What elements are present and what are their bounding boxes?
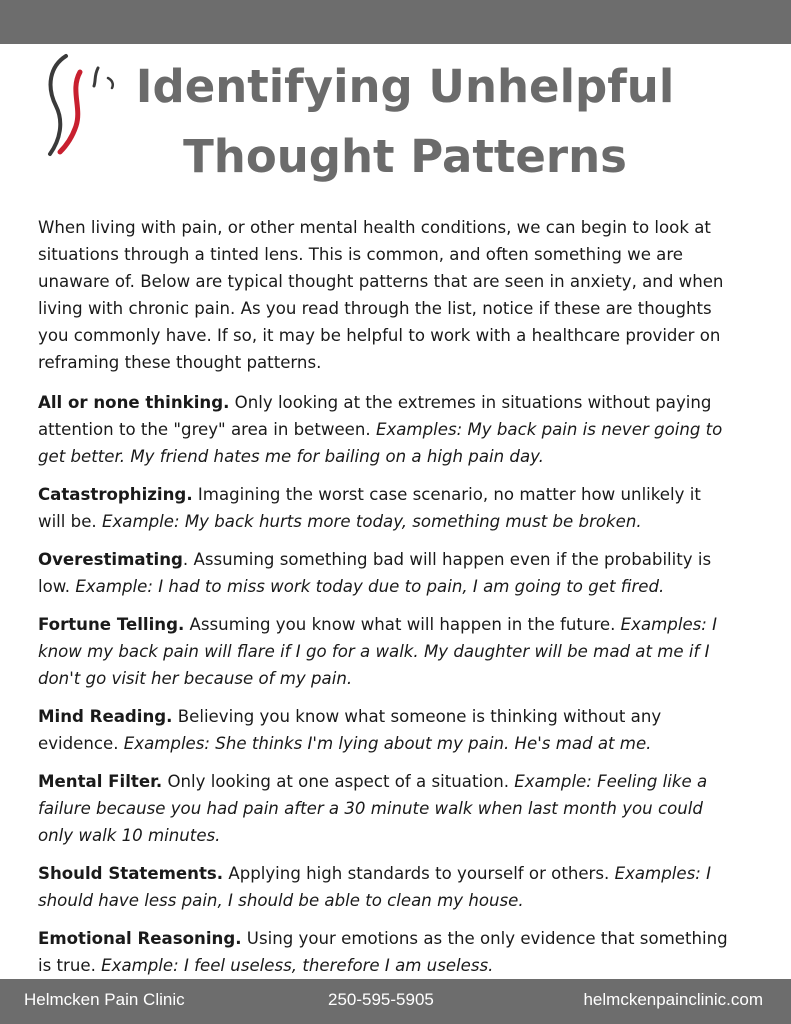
pattern-term: Catastrophizing. bbox=[38, 485, 193, 504]
pattern-description: Only looking at one aspect of a situation. bbox=[162, 772, 515, 791]
pattern-description: Using your emotions as the only evidence that something is true. bbox=[38, 929, 728, 975]
pattern-mind-reading bbox=[38, 703, 728, 757]
logo-tick-stroke bbox=[108, 78, 113, 88]
pattern-example: Example: I had to miss work today due to pain, I am going to get fired. bbox=[75, 577, 665, 596]
title-line-2: Thought Patterns bbox=[183, 130, 627, 183]
spine-logo bbox=[36, 50, 118, 160]
pattern-example: Examples: She thinks I'm lying about my pain. He's mad at me. bbox=[123, 734, 652, 753]
title-line-1: Identifying Unhelpful bbox=[135, 60, 675, 113]
pattern-term: Emotional Reasoning. bbox=[38, 929, 242, 948]
pattern-mental-filter bbox=[38, 768, 728, 849]
footer-website: helmckenpainclinic.com bbox=[583, 990, 763, 1009]
top-banner bbox=[0, 0, 791, 44]
pattern-all-or-none bbox=[38, 389, 728, 470]
main-content bbox=[38, 214, 728, 979]
pattern-example: Example: My back hurts more today, something must be broken. bbox=[101, 512, 642, 531]
pattern-term: Overestimating bbox=[38, 550, 183, 569]
pattern-description: Applying high standards to yourself or others. bbox=[223, 864, 615, 883]
pattern-description: Only looking at the extremes in situations without paying attention to the "grey" area in between. bbox=[38, 393, 712, 439]
footer-phone: 250-595-5905 bbox=[328, 990, 434, 1009]
pattern-example: Example: I feel useless, therefore I am useless. bbox=[101, 956, 494, 975]
page-title bbox=[120, 52, 690, 192]
pattern-description: Assuming you know what will happen in the future. bbox=[184, 615, 621, 634]
pattern-example: Examples: I know my back pain will flare if I go for a walk. My daughter will be mad at me if I don't go visit her because of my pain. bbox=[38, 615, 718, 688]
intro-paragraph: When living with pain, or other mental health conditions, we can begin to look at situations through a tinted lens. This is common, and often something we are unaware of. Below are typical thought patterns that are seen in anxiety, and when living with chronic pain. As you read through the list, notice if these are thoughts you commonly have. If so, it may be helpful to work with a healthcare provider on reframing these thought patterns. bbox=[38, 218, 724, 372]
footer-clinic-name: Helmcken Pain Clinic bbox=[24, 990, 185, 1009]
pattern-description: . Assuming something bad will happen even if the probability is low. bbox=[38, 550, 712, 596]
pattern-description: Imagining the worst case scenario, no matter how unlikely it will be. bbox=[38, 485, 701, 531]
pattern-term: All or none thinking. bbox=[38, 393, 230, 412]
pattern-should-statements bbox=[38, 860, 728, 914]
footer-bar bbox=[0, 979, 791, 1024]
pattern-term: Mind Reading. bbox=[38, 707, 173, 726]
pattern-example: Example: Feeling like a failure because you had pain after a 30 minute walk when last month you could only walk 10 minutes. bbox=[38, 772, 708, 845]
pattern-overestimating bbox=[38, 546, 728, 600]
pattern-term: Should Statements. bbox=[38, 864, 224, 883]
pattern-example: Examples: My back pain is never going to get better. My friend hates me for bailing on a high pain day. bbox=[38, 420, 723, 466]
pattern-term: Mental Filter. bbox=[38, 772, 163, 791]
logo-small-stroke bbox=[94, 68, 98, 86]
pattern-emotional-reasoning bbox=[38, 925, 728, 979]
pattern-description: Believing you know what someone is thinking without any evidence. bbox=[38, 707, 662, 753]
logo-dark-stroke bbox=[50, 56, 66, 154]
pattern-term: Fortune Telling. bbox=[38, 615, 185, 634]
logo-red-stroke bbox=[60, 72, 80, 152]
pattern-fortune-telling bbox=[38, 611, 728, 692]
pattern-catastrophizing bbox=[38, 481, 728, 535]
pattern-example: Examples: I should have less pain, I should be able to clean my house. bbox=[38, 864, 711, 910]
